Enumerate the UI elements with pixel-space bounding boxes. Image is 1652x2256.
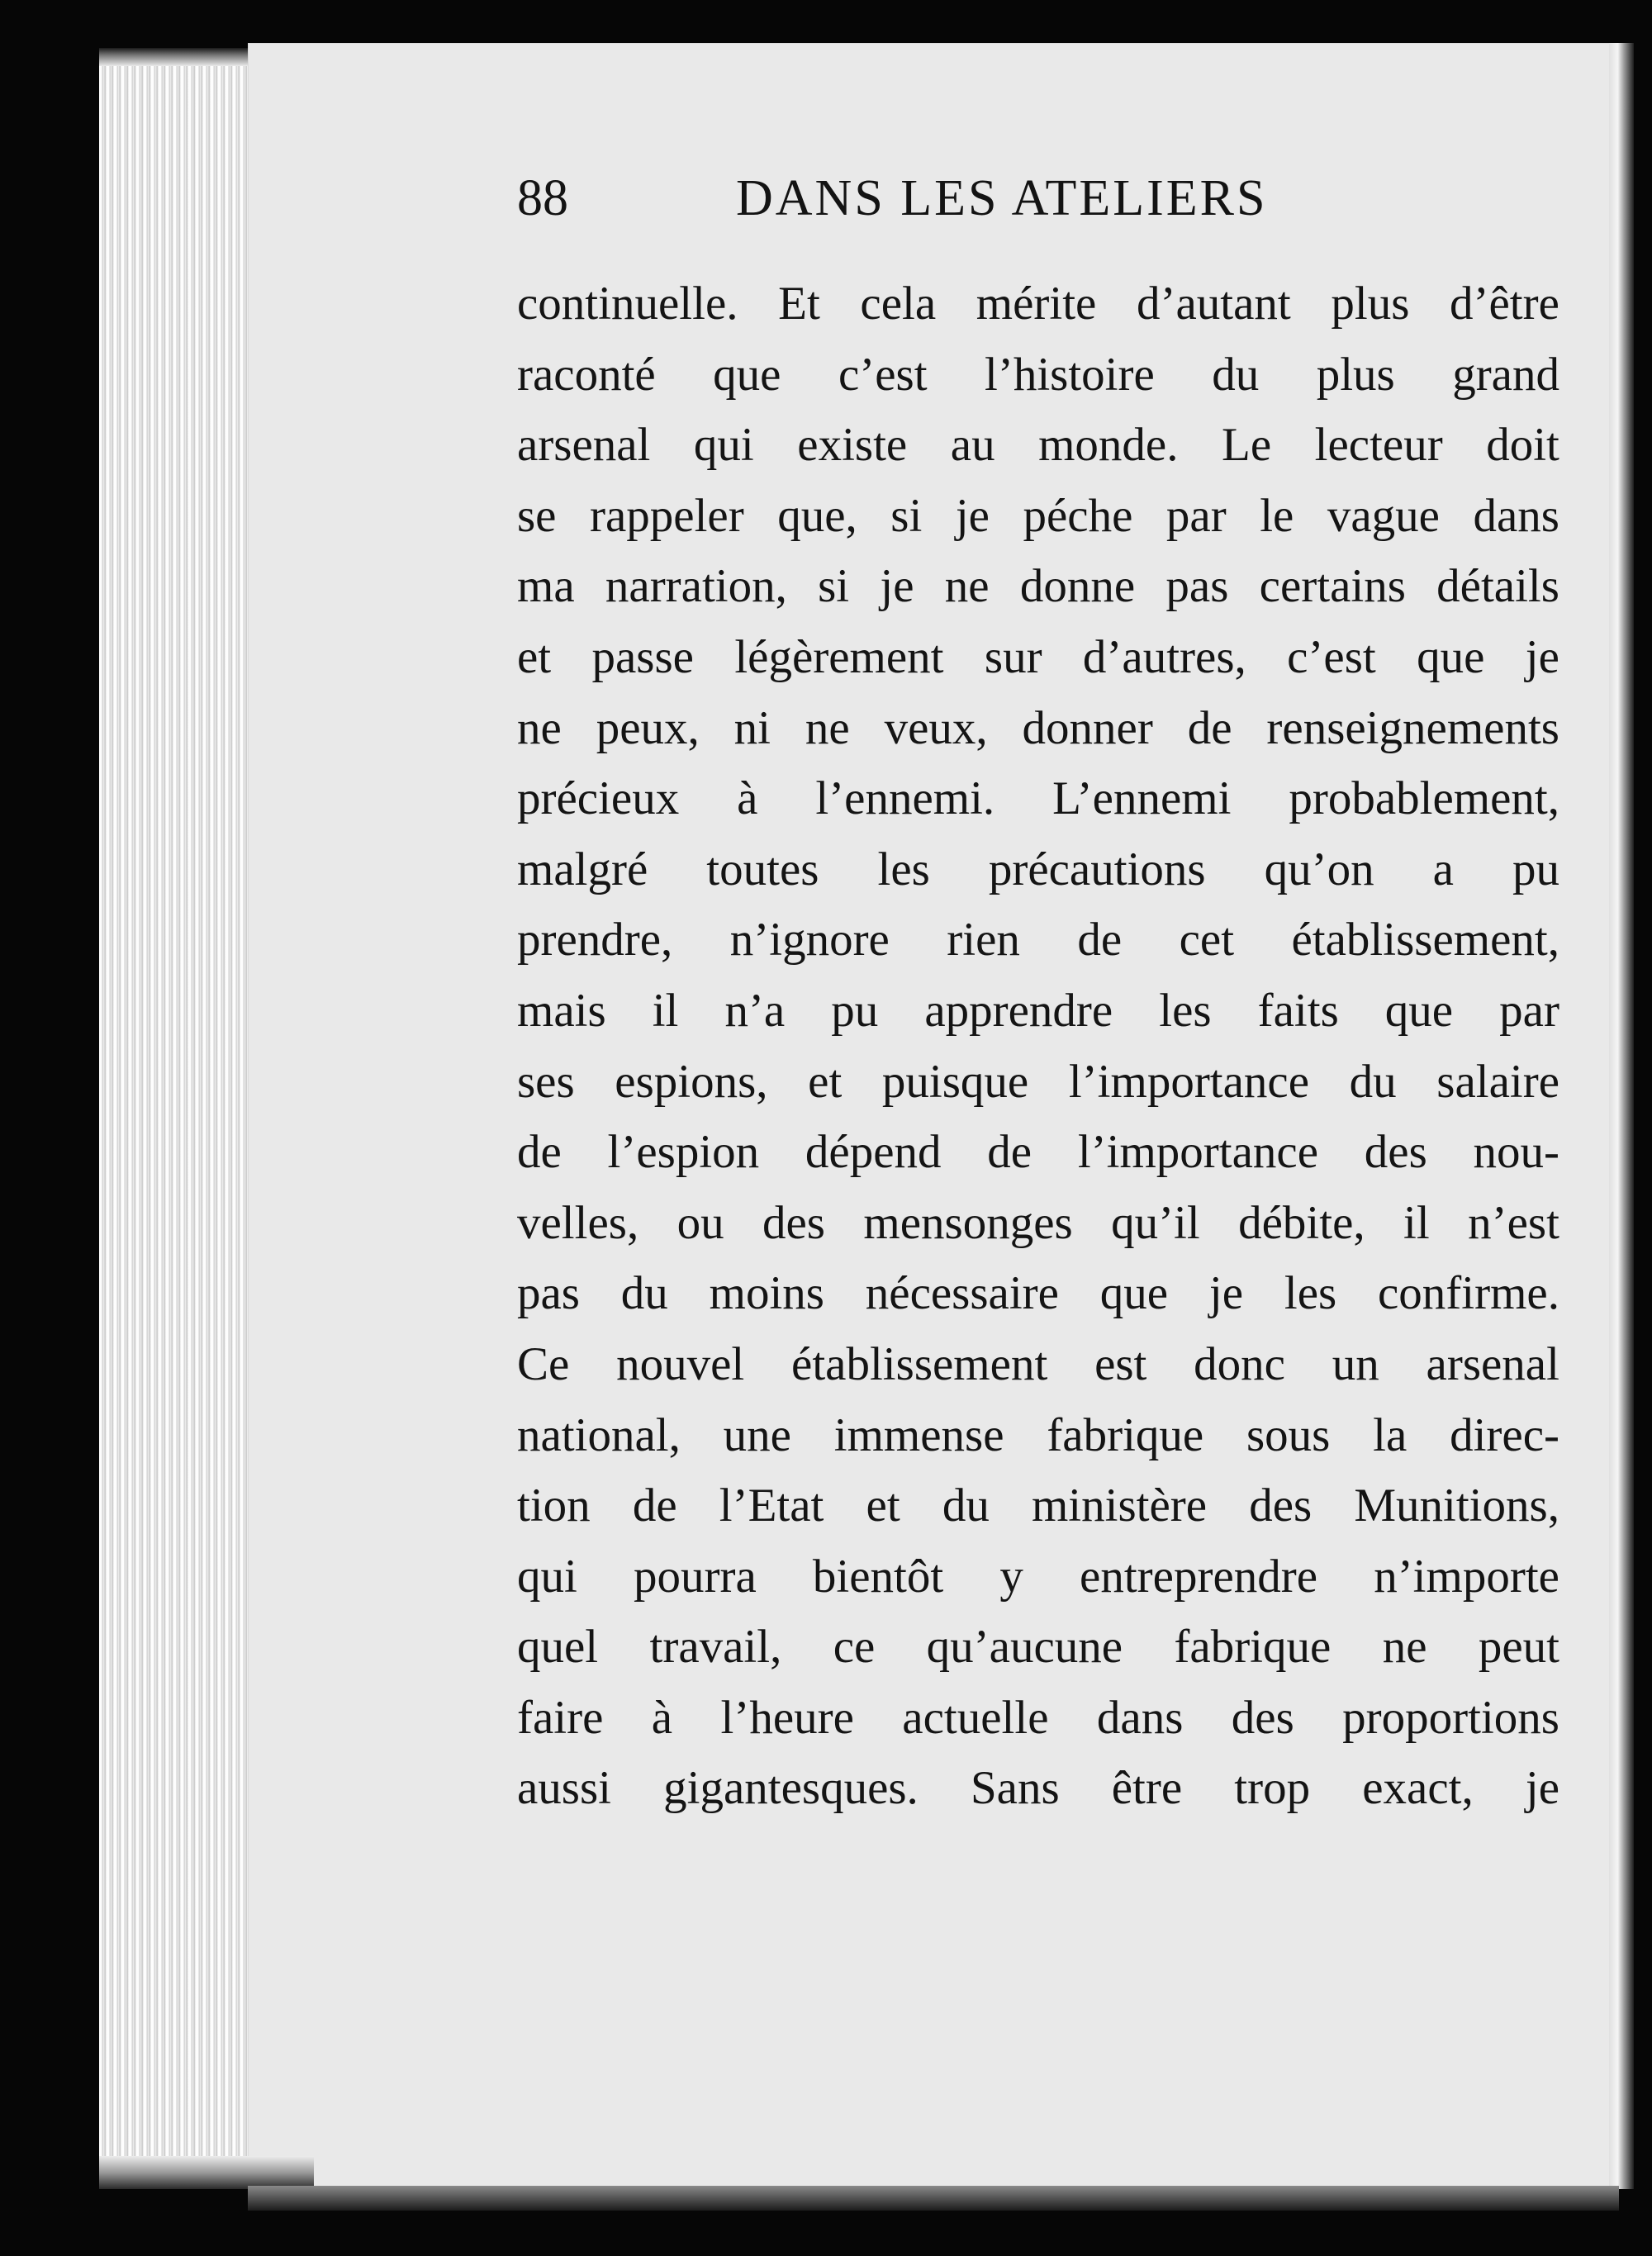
page-edges-bottom: [99, 2156, 314, 2189]
text-line: précieux à l’ennemi. L’ennemi probablement,: [517, 772, 1559, 825]
text-line: continuelle. Et cela mérite d’autant plus d’être: [517, 278, 1559, 330]
text-line: pas du moins nécessaire que je les confirme.: [517, 1267, 1559, 1320]
text-line: qui pourra bientôt y entreprendre n’importe: [517, 1550, 1559, 1603]
text-line: velles, ou des mensonges qu’il débite, il n’est: [517, 1196, 1559, 1249]
text-line: faire à l’heure actuelle dans des proportions: [517, 1691, 1559, 1744]
text-line: quel travail, ce qu’aucune fabrique ne peut: [517, 1621, 1559, 1674]
text-line: prendre, n’ignore rien de cet établissement,: [517, 914, 1559, 967]
text-line: de l’espion dépend de l’importance des nou-: [517, 1126, 1559, 1179]
text-line: national, une immense fabrique sous la direc-: [517, 1408, 1559, 1461]
page-number: 88: [517, 170, 568, 226]
text-line: Ce nouvel établissement est donc un arsenal: [517, 1337, 1559, 1390]
text-line: arsenal qui existe au monde. Le lecteur doit: [517, 419, 1559, 472]
text-line: malgré toutes les précautions qu’on a pu: [517, 843, 1559, 895]
text-line: ses espions, et puisque l’importance du salaire: [517, 1055, 1559, 1108]
text-line: mais il n’a pu apprendre les faits que par: [517, 984, 1559, 1037]
text-line: et passe légèrement sur d’autres, c’est que je: [517, 630, 1559, 683]
text-line: ne peux, ni ne veux, donner de renseignements: [517, 701, 1559, 754]
text-line: aussi gigantesques. Sans être trop exact, je: [517, 1762, 1559, 1815]
body-text: [517, 268, 1559, 1824]
text-line: raconté que c’est l’histoire du plus grand: [517, 348, 1559, 401]
text-line: se rappeler que, si je péche par le vague dans: [517, 489, 1559, 542]
page-edges: [99, 48, 264, 2187]
text-line: ma narration, si je ne donne pas certains détails: [517, 560, 1559, 613]
leaf-bottom-shadow: [248, 2186, 1619, 2211]
leaf-right-edge: [1609, 43, 1634, 2189]
running-head: [517, 169, 1343, 244]
text-line: tion de l’Etat et du ministère des Munitions,: [517, 1479, 1559, 1532]
running-title: DANS LES ATELIERS: [736, 170, 1268, 226]
